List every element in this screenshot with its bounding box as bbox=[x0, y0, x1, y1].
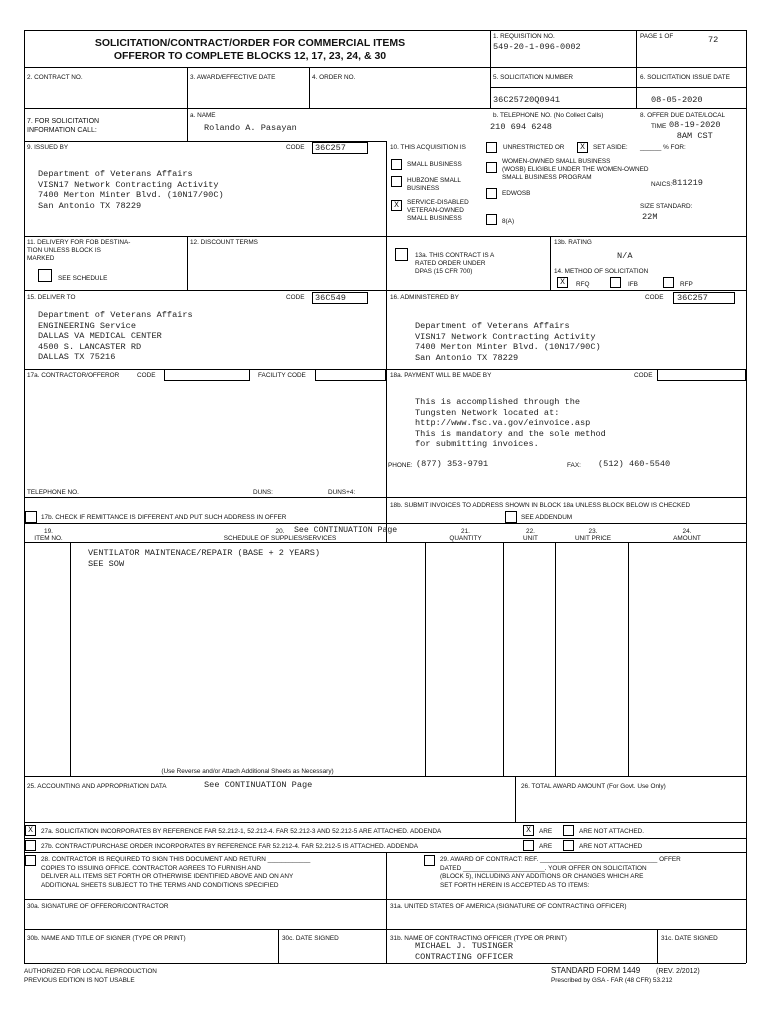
ifb-checkbox[interactable] bbox=[610, 277, 621, 288]
b29-label: 29. AWARD OF CONTRACT: REF. _________________________________ OFFER DATED _______________________. YOUR OFFER ON SOLICITATION (BLOCK 5), INCLUDING ANY ADDITIONS OR CHANGES WHICH ARE SET FORTH HEREIN IS ACCEPTED AS TO ITEMS: bbox=[440, 856, 681, 889]
page-count: 72 bbox=[708, 35, 719, 45]
form-subtitle: OFFEROR TO COMPLETE BLOCKS 12, 17, 23, 24, & 30 bbox=[113, 50, 387, 62]
deliver-code-label: CODE bbox=[286, 294, 305, 301]
set-aside-label: SET ASIDE: bbox=[593, 144, 628, 151]
rfq-checkbox[interactable]: X bbox=[557, 277, 568, 288]
rated-order-checkbox[interactable] bbox=[395, 248, 408, 261]
col-unit: 22. UNIT bbox=[523, 528, 538, 542]
contact-name[interactable]: Rolando A. Pasayan bbox=[204, 123, 297, 133]
payment-fax[interactable]: (512) 460-5540 bbox=[598, 459, 671, 469]
b27b-are-not-label: ARE NOT ATTACHED bbox=[579, 843, 643, 850]
hubzone-checkbox[interactable] bbox=[391, 176, 402, 187]
administered-by-label: 16. ADMINISTERED BY bbox=[390, 294, 459, 301]
col-unit-price: 23. UNIT PRICE bbox=[574, 528, 612, 542]
name-label: a. NAME bbox=[190, 112, 216, 119]
size-standard-value[interactable]: 22M bbox=[642, 212, 658, 222]
administered-by-code[interactable]: 36C257 bbox=[677, 293, 708, 303]
contractor-code-label: CODE bbox=[137, 372, 156, 379]
facility-code-label: FACILITY CODE bbox=[258, 372, 306, 379]
payment-instructions: This is accomplished through the Tungsten Network located at: http://www.fsc.va.gov/einvoice.asp This is mandatory and the sole method for submitting invoices. bbox=[415, 397, 606, 449]
small-business-label: SMALL BUSINESS bbox=[407, 161, 462, 168]
rfq-label: RFQ bbox=[576, 281, 590, 288]
order-no-label: 4. ORDER NO. bbox=[312, 74, 356, 81]
naics-value[interactable]: 811219 bbox=[672, 178, 703, 188]
requisition-value[interactable]: 549-20-1-096-0002 bbox=[493, 42, 581, 52]
remittance-checkbox[interactable] bbox=[25, 511, 37, 523]
b27a-label: 27a. SOLICITATION INCORPORATES BY REFERENCE FAR 52.212-1, 52.212-4. FAR 52.212-3 AND 52.212-5 ARE ATTACHED. ADDENDA bbox=[41, 828, 442, 835]
telephone-value[interactable]: 210 694 6248 bbox=[490, 122, 552, 132]
b29-checkbox[interactable] bbox=[424, 855, 435, 866]
submit-invoices-label: 18b. SUBMIT INVOICES TO ADDRESS SHOWN IN BLOCK 18a UNLESS BLOCK BELOW IS CHECKED bbox=[390, 502, 691, 509]
eight-a-label: 8(A) bbox=[502, 218, 515, 225]
col-schedule-note: See CONTINUATION Page bbox=[294, 526, 398, 535]
small-business-checkbox[interactable] bbox=[391, 159, 402, 170]
ifb-label: IFB bbox=[628, 281, 638, 288]
discount-terms-label: 12. DISCOUNT TERMS bbox=[190, 239, 258, 246]
schedule-description: VENTILATOR MAINTENACE/REPAIR (BASE + 2 YEARS) SEE SOW bbox=[88, 548, 321, 569]
sdvosb-checkbox[interactable]: X bbox=[391, 200, 402, 211]
rfp-checkbox[interactable] bbox=[663, 277, 674, 288]
sdvosb-label: SERVICE-DISABLED VETERAN-OWNED SMALL BUSINESS bbox=[407, 199, 469, 222]
size-standard-label: SIZE STANDARD: bbox=[640, 203, 693, 210]
col-amount: 24. AMOUNT bbox=[673, 528, 701, 542]
requisition-label: 1. REQUISITION NO. bbox=[493, 33, 555, 40]
see-addendum-checkbox[interactable] bbox=[505, 511, 517, 523]
delivery-label: 11. DELIVERY FOR FOB DESTINA- TION UNLESS BLOCK IS MARKED bbox=[27, 239, 131, 262]
b27b-label: 27b. CONTRACT/PURCHASE ORDER INCORPORATES BY REFERENCE FAR 52.212-4. FAR 52.212-5 IS ATTACHED. ADDENDA bbox=[41, 843, 419, 850]
b27a-checkbox[interactable]: X bbox=[25, 825, 36, 836]
rfp-label: RFP bbox=[680, 281, 693, 288]
prescribed-by: Prescribed by GSA - FAR (48 CFR) 53.212 bbox=[551, 977, 673, 984]
see-schedule-label: SEE SCHEDULE bbox=[58, 275, 108, 282]
b31b-label: 31b. NAME OF CONTRACTING OFFICER (TYPE OR PRINT) bbox=[390, 935, 567, 942]
issued-by-code[interactable]: 36C257 bbox=[315, 143, 346, 153]
code-label: CODE bbox=[286, 144, 305, 151]
issued-by-label: 9. ISSUED BY bbox=[27, 144, 69, 151]
page-label: PAGE 1 OF bbox=[640, 33, 674, 40]
offer-due-value[interactable]: 08-19-2020 8AM CST bbox=[669, 120, 721, 141]
edwosb-checkbox[interactable] bbox=[486, 188, 497, 199]
reverse-note: (Use Reverse and/or Attach Additional Sheets as Necessary) bbox=[161, 768, 334, 775]
time-label: TIME bbox=[651, 123, 667, 130]
contractor-label: 17a. CONTRACTOR/OFFEROR bbox=[27, 372, 120, 379]
unrestricted-checkbox[interactable] bbox=[486, 142, 497, 153]
b27b-checkbox[interactable] bbox=[25, 840, 36, 851]
b30b-label: 30b. NAME AND TITLE OF SIGNER (TYPE OR PRINT) bbox=[27, 935, 186, 942]
offer-due-label: 8. OFFER DUE DATE/LOCAL bbox=[640, 112, 726, 119]
form-revision: (REV. 2/2012) bbox=[656, 968, 700, 975]
award-date-label: 3. AWARD/EFFECTIVE DATE bbox=[190, 74, 276, 81]
unrestricted-label: UNRESTRICTED OR bbox=[503, 144, 565, 151]
rating-value[interactable]: N/A bbox=[617, 251, 633, 261]
telephone-label: b. TELEPHONE NO. (No Collect Calls) bbox=[493, 112, 604, 119]
rated-order-label: 13a. THIS CONTRACT IS A RATED ORDER UNDER DPAS (15 CFR 700) bbox=[415, 252, 495, 275]
b31c-label: 31c. DATE SIGNED bbox=[661, 935, 718, 942]
total-award-label: 26. TOTAL AWARD AMOUNT (For Govt. Use Only) bbox=[521, 783, 666, 790]
set-aside-checkbox[interactable]: X bbox=[577, 142, 588, 153]
payment-fax-label: FAX: bbox=[567, 462, 581, 469]
payment-phone[interactable]: (877) 353-9791 bbox=[416, 459, 489, 469]
eight-a-checkbox[interactable] bbox=[486, 214, 497, 225]
b30a-label: 30a. SIGNATURE OF OFFEROR/CONTRACTOR bbox=[27, 903, 169, 910]
form-title: SOLICITATION/CONTRACT/ORDER FOR COMMERCIAL ITEMS bbox=[94, 37, 406, 49]
standard-form-name: STANDARD FORM 1449 bbox=[551, 966, 641, 975]
payment-phone-label: PHONE: bbox=[388, 462, 413, 469]
b27a-are-label: ARE bbox=[539, 828, 553, 835]
col-schedule: 20. SCHEDULE OF SUPPLIES/SERVICES bbox=[223, 528, 337, 542]
see-addendum-label: SEE ADDENDUM bbox=[521, 514, 573, 521]
see-schedule-checkbox[interactable] bbox=[38, 269, 52, 282]
b27b-are-label: ARE bbox=[539, 843, 553, 850]
administered-by-address: Department of Veterans Affairs VISN17 Network Contracting Activity 7400 Merton Minter Blvd. (10N17/90C) San Antonio TX 78229 bbox=[415, 321, 601, 363]
contracting-officer: MICHAEL J. TUSINGER CONTRACTING OFFICER bbox=[415, 941, 513, 962]
deliver-to-address: Department of Veterans Affairs ENGINEERING Service DALLAS VA MEDICAL CENTER 4500 S. LANCASTER RD DALLAS TX 75216 bbox=[38, 310, 193, 362]
rating-label: 13b. RATING bbox=[554, 239, 592, 246]
deliver-to-label: 15. DELIVER TO bbox=[27, 294, 76, 301]
solicitation-date-label: 6. SOLICITATION ISSUE DATE bbox=[640, 74, 730, 81]
solicitation-number-value[interactable]: 36C25720Q0941 bbox=[493, 95, 561, 105]
reproduction-notice: AUTHORIZED FOR LOCAL REPRODUCTION PREVIOUS EDITION IS NOT USABLE bbox=[24, 968, 157, 984]
deliver-to-code[interactable]: 36C549 bbox=[315, 293, 346, 303]
solicitation-date-value[interactable]: 08-05-2020 bbox=[651, 95, 703, 105]
remittance-label: 17b. CHECK IF REMITTANCE IS DIFFERENT AND PUT SUCH ADDRESS IN OFFER bbox=[41, 514, 287, 521]
b28-label: 28. CONTRACTOR IS REQUIRED TO SIGN THIS DOCUMENT AND RETURN ____________ COPIES TO ISSUING OFFICE. CONTRACTOR AGREES TO FURNISH AND DELIVER ALL ITEMS SET FORTH OR OTHERWISE IDENTIFIED ABOVE AND ON ANY ADDITIONAL SHEETS SUBJECT TO THE TERMS AND CONDITIONS SPECIFIED bbox=[41, 856, 311, 889]
b30c-label: 30c. DATE SIGNED bbox=[282, 935, 339, 942]
edwosb-label: EDWOSB bbox=[502, 190, 531, 197]
accounting-value: See CONTINUATION Page bbox=[204, 780, 313, 790]
b27a-are-not-checkbox[interactable] bbox=[563, 825, 574, 836]
payment-code-label: CODE bbox=[634, 372, 653, 379]
telephone-no-label: TELEPHONE NO. bbox=[27, 489, 79, 496]
b28-checkbox[interactable] bbox=[25, 855, 36, 866]
b27a-are-not-label: ARE NOT ATTACHED. bbox=[579, 828, 644, 835]
col-quantity: 21. QUANTITY bbox=[449, 528, 482, 542]
col-item-no: 19. ITEM NO. bbox=[34, 528, 63, 542]
acquisition-label: 10. THIS ACQUISITION IS bbox=[390, 144, 466, 151]
wosb-checkbox[interactable] bbox=[486, 162, 497, 173]
info-call-label: 7. FOR SOLICITATION INFORMATION CALL: bbox=[27, 118, 100, 134]
duns4-label: DUNS+4: bbox=[328, 489, 356, 496]
naics-label: NAICS: bbox=[651, 181, 673, 188]
duns-label: DUNS: bbox=[253, 489, 273, 496]
accounting-label: 25. ACCOUNTING AND APPROPRIATION DATA bbox=[27, 783, 167, 790]
b31a-label: 31a. UNITED STATES OF AMERICA (SIGNATURE OF CONTRACTING OFFICER) bbox=[390, 903, 627, 910]
percent-for-label: ______ % FOR: bbox=[640, 144, 686, 151]
b27a-are-checkbox[interactable]: X bbox=[523, 825, 534, 836]
b27b-are-checkbox[interactable] bbox=[523, 840, 534, 851]
payment-by-label: 18a. PAYMENT WILL BE MADE BY bbox=[390, 372, 492, 379]
solicitation-number-label: 5. SOLICITATION NUMBER bbox=[493, 74, 574, 81]
contract-no-label: 2. CONTRACT NO. bbox=[27, 74, 83, 81]
admin-code-label: CODE bbox=[645, 294, 664, 301]
hubzone-label: HUBZONE SMALL BUSINESS bbox=[407, 177, 461, 192]
method-label: 14. METHOD OF SOLICITATION bbox=[554, 268, 649, 275]
b27b-are-not-checkbox[interactable] bbox=[563, 840, 574, 851]
wosb-label: WOMEN-OWNED SMALL BUSINESS (WOSB) ELIGIBLE UNDER THE WOMEN-OWNED SMALL BUSINESS PROGRAM bbox=[502, 158, 649, 181]
issued-by-address: Department of Veterans Affairs VISN17 Network Contracting Activity 7400 Merton Minter Blvd. (10N17/90C) San Antonio TX 78229 bbox=[38, 169, 224, 211]
